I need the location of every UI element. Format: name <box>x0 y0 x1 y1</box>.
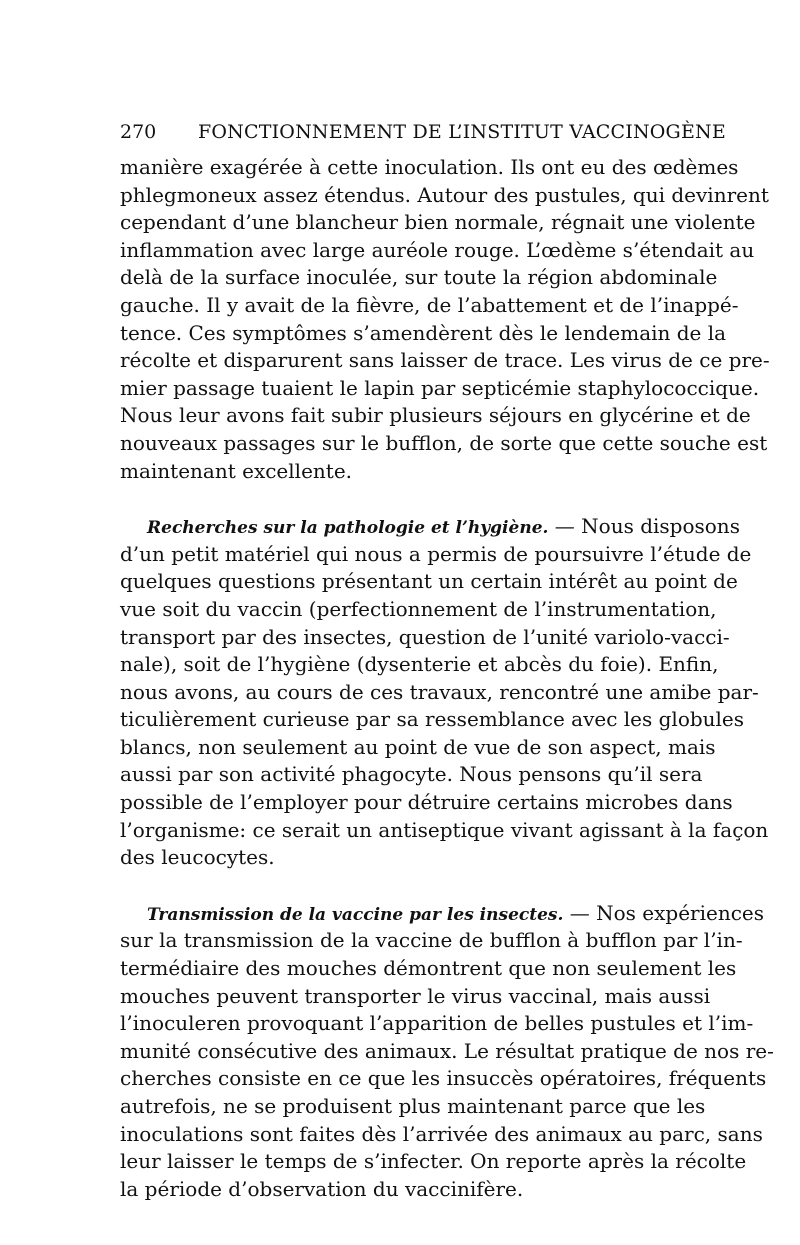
paragraph-continuation <box>120 154 770 485</box>
text-line: quelques questions présentant un certain intérêt au point de <box>120 569 738 594</box>
text-line: récolte et disparurent sans laisser de trace. Les virus de ce pre- <box>120 348 770 373</box>
paragraph-spacer <box>120 872 680 900</box>
text-line: vue soit du vaccin (perfectionnement de l’instrumentation, <box>120 596 717 621</box>
text-line: leur laisser le temps de s’infecter. On reporte après la récolte <box>120 1149 747 1174</box>
heading-continuation: — Nos expériences <box>563 900 765 925</box>
text-line: delà de la surface inoculée, sur toute la région abdominale <box>120 265 718 290</box>
paragraph-first-line <box>120 900 765 928</box>
page-number: 270 <box>120 121 157 143</box>
text-line: maintenant excellente. <box>120 458 353 483</box>
text-line: nous avons, au cours de ces travaux, rencontré une amibe par- <box>120 679 759 704</box>
text-line: inflammation avec large auréole rouge. L’œdème s’étendait au <box>120 237 755 262</box>
text-line: cependant d’une blancheur bien normale, régnait une violente <box>120 210 756 235</box>
text-line: d’un petit matériel qui nous a permis de poursuivre l’étude de <box>120 541 752 566</box>
section-heading: Transmission de la vaccine par les insectes. <box>147 904 564 925</box>
text-line: la période d’observation du vaccinifère. <box>120 1176 524 1201</box>
text-line: inoculations sont faites dès l’arrivée des animaux au parc, sans <box>120 1121 763 1146</box>
paragraph-spacer <box>120 485 680 513</box>
body-text <box>120 154 774 1203</box>
section-heading: Recherches sur la pathologie et l’hygiène. <box>147 518 549 539</box>
text-line: munité consécutive des animaux. Le résultat pratique de nos re- <box>120 1038 774 1063</box>
text-line: transport par des insectes, question de l’unité variolo-vacci- <box>120 624 730 649</box>
text-line: sur la transmission de la vaccine de bufflon à bufflon par l’in- <box>120 928 743 953</box>
text-line: des leucocytes. <box>120 845 275 870</box>
heading-continuation: — Nous disposons <box>548 514 740 539</box>
text-line: aussi par son activité phagocyte. Nous pensons qu’il sera <box>120 762 703 787</box>
text-line: termédiaire des mouches démontrent que non seulement les <box>120 956 737 981</box>
running-head <box>120 119 726 145</box>
text-line: mier passage tuaient le lapin par septicémie staphylococcique. <box>120 375 760 400</box>
text-line: tence. Ces symptômes s’amendèrent dès le lendemain de la <box>120 320 727 345</box>
text-line: blancs, non seulement au point de vue de son aspect, mais <box>120 734 716 759</box>
text-line: cherches consiste en ce que les insuccès opératoires, fréquents <box>120 1066 767 1091</box>
text-line: ticulièrement curieuse par sa ressemblance avec les globules <box>120 707 745 732</box>
text-line: manière exagérée à cette inoculation. Ils ont eu des œdèmes <box>120 155 739 179</box>
paragraph-insect-transmission <box>120 900 774 1204</box>
paragraph-first-line <box>120 513 740 541</box>
text-line: l’organisme: ce serait un antiseptique vivant agissant à la façon <box>120 817 769 842</box>
text-line: nouveaux passages sur le bufflon, de sorte que cette souche est <box>120 430 768 455</box>
text-line: nale), soit de l’hygiène (dysenterie et abcès du foie). Enfin, <box>120 652 719 677</box>
paragraph-pathology-hygiene <box>120 513 769 872</box>
text-line: phlegmoneux assez étendus. Autour des pustules, qui devinrent <box>120 182 769 207</box>
text-line: gauche. Il y avait de la fièvre, de l’abattement et de l’inappé- <box>120 292 739 317</box>
running-title: FONCTIONNEMENT DE L’INSTITUT VACCINOGÈNE <box>198 121 726 143</box>
text-line: possible de l’employer pour détruire certains microbes dans <box>120 790 733 815</box>
text-line: autrefois, ne se produisent plus maintenant parce que les <box>120 1094 706 1118</box>
text-line: l’inoculeren provoquant l’apparition de belles pustules et l’im- <box>120 1011 754 1036</box>
text-line: Nous leur avons fait subir plusieurs séjours en glycérine et de <box>120 403 751 428</box>
text-line: mouches peuvent transporter le virus vaccinal, mais aussi <box>120 983 711 1008</box>
